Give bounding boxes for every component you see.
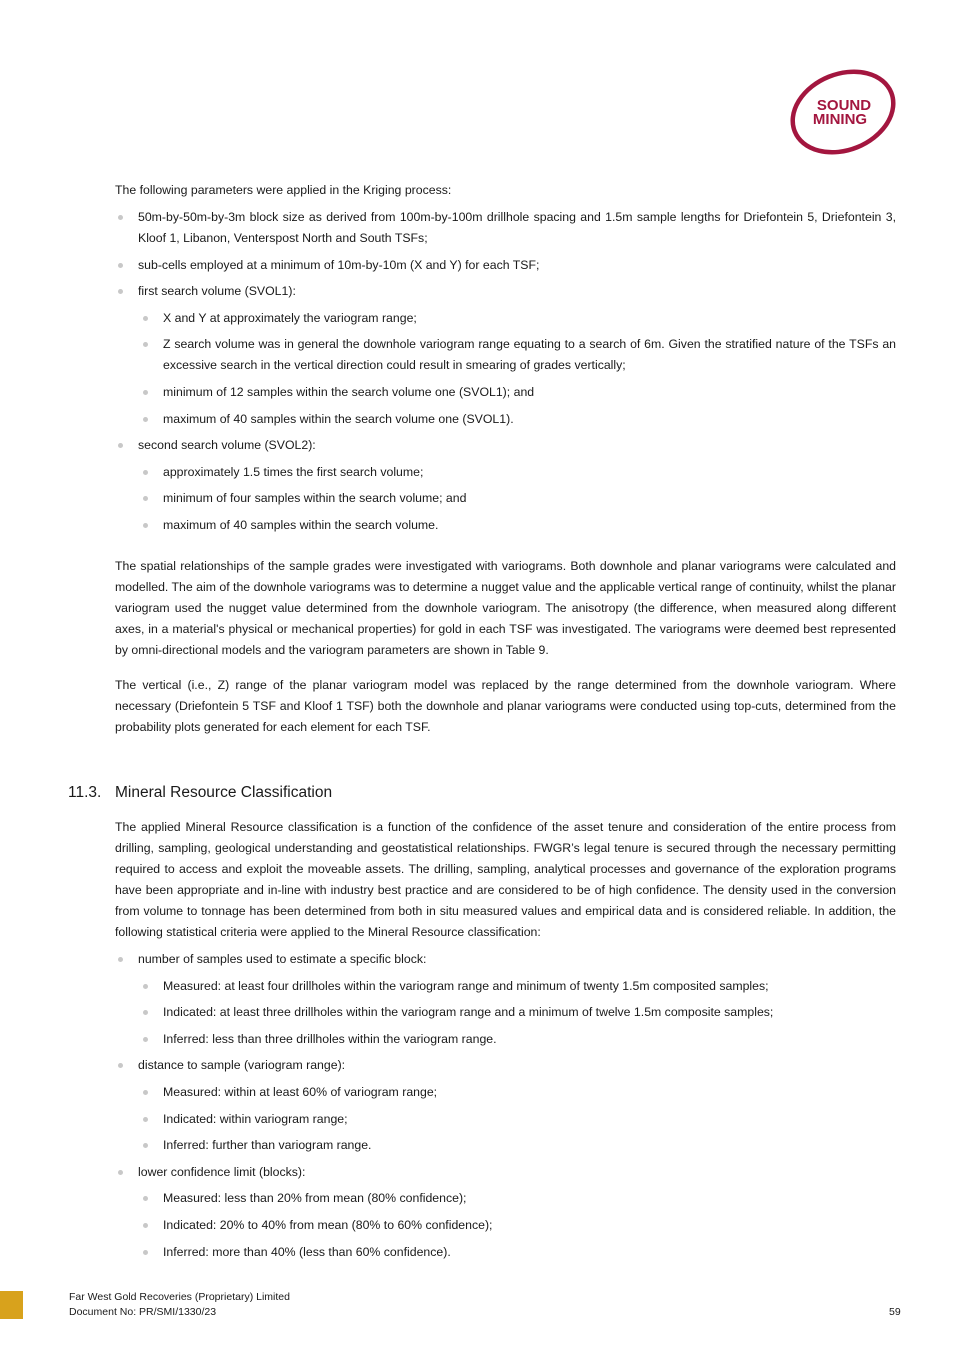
bullet-icon — [118, 443, 123, 448]
sub-list-item-text: Inferred: further than variogram range. — [163, 1138, 372, 1153]
bullet-icon — [143, 1117, 148, 1122]
list-item-text: second search volume (SVOL2): — [138, 438, 316, 453]
logo-text-sound: SOUND — [816, 97, 872, 114]
sub-list-item — [140, 1029, 896, 1050]
classification-intro: The applied Mineral Resource classification is a function of the confidence of the asset tenure and consideration of the entire process from drilling, sampling, geological understanding and geostatistical relationships. FWGR’s legal tenure is secured through the necessary permitting required to access and exploit the moveable assets. The drilling, sampling, analytical processes and governance of the exploration programs have been appropriate and in-line with industry best practice and are considered to be of high confidence. The density used in the conversion from volume to tonnage has been determined from both in situ measured values and empirical data and is considered reliable. In addition, the following statistical criteria were applied to the Mineral Resource classification: — [115, 820, 896, 939]
bullet-icon — [143, 1250, 148, 1255]
sub-list-item-text: Inferred: more than 40% (less than 60% confidence). — [163, 1244, 451, 1259]
bullet-icon — [143, 1196, 148, 1201]
list-item-text: sub-cells employed at a minimum of 10m-by-10m (X and Y) for each TSF; — [138, 257, 540, 272]
list-item-text: distance to sample (variogram range): — [138, 1058, 346, 1073]
bullet-icon — [143, 984, 148, 989]
bullet-icon — [143, 523, 148, 528]
bullet-icon — [143, 1090, 148, 1095]
section-number: 11.3. — [68, 784, 102, 801]
sub-list-item-text: Measured: less than 20% from mean (80% confidence); — [163, 1191, 467, 1206]
list-item — [115, 1055, 896, 1156]
sub-list — [140, 308, 896, 430]
sub-list-item — [140, 409, 896, 430]
sound-mining-logo — [786, 66, 901, 158]
sub-list-item — [140, 1082, 896, 1103]
list-item-text: first search volume (SVOL1): — [138, 284, 296, 299]
footer-document-number: Document No: PR/SMI/1330/23 — [69, 1306, 217, 1318]
section-heading — [68, 783, 332, 803]
page-number: 59 — [889, 1306, 901, 1318]
bullet-icon — [118, 263, 123, 268]
bullet-icon — [118, 215, 123, 220]
bullet-icon — [143, 496, 148, 501]
list-item-text: number of samples used to estimate a specific block: — [138, 952, 427, 966]
list-item — [115, 949, 896, 1050]
sub-list-item-text: minimum of 12 samples within the search volume one (SVOL1); and — [163, 384, 535, 399]
sub-list-item — [140, 334, 896, 376]
bullet-icon — [143, 470, 148, 475]
sub-list-item-text: Measured: within at least 60% of variogram range; — [163, 1084, 438, 1099]
sub-list — [140, 462, 896, 536]
sub-list-item-text: minimum of four samples within the search volume; and — [163, 491, 467, 506]
sub-list-item-text: X and Y at approximately the variogram range; — [163, 310, 417, 325]
bullet-icon — [143, 1143, 148, 1148]
sub-list-item — [140, 976, 896, 997]
logo-text-mining: MINING — [812, 111, 868, 128]
bullet-icon — [143, 1010, 148, 1015]
list-item-text: lower confidence limit (blocks): — [138, 1164, 306, 1179]
bullet-icon — [143, 417, 148, 422]
sub-list — [140, 1188, 896, 1262]
sub-list-item — [140, 1242, 896, 1263]
bullet-icon — [143, 342, 148, 347]
sub-list-item-text: Inferred: less than three drillholes within the variogram range. — [163, 1031, 497, 1046]
sub-list-item — [140, 1215, 896, 1236]
sub-list-item-text: Indicated: within variogram range; — [163, 1111, 348, 1126]
footer-info — [69, 1290, 290, 1320]
sub-list-item-text: maximum of 40 samples within the search volume. — [163, 517, 439, 532]
list-item — [115, 281, 896, 429]
list-item — [115, 207, 896, 249]
sub-list-item — [140, 1002, 896, 1023]
sub-list — [140, 976, 896, 1050]
bullet-icon — [118, 957, 123, 962]
bullet-icon — [118, 1170, 123, 1175]
kriging-intro: The following parameters were applied in the Kriging process: — [115, 183, 452, 197]
sub-list-item — [140, 308, 896, 329]
sub-list-item — [140, 462, 896, 483]
sub-list-item-text: Indicated: at least three drillholes within the variogram range and a minimum of twelve 1.5m composite samples; — [163, 1005, 774, 1020]
list-item — [115, 255, 896, 276]
sub-list-item — [140, 1135, 896, 1156]
vertical-range-paragraph: The vertical (i.e., Z) range of the planar variogram model was replaced by the range determined from the downhole variogram. Where necessary (Driefontein 5 TSF and Kloof 1 TSF) both the downhole and planar variograms were conducted using top-cuts, determined from the probability plots generated for each element for each TSF. — [115, 677, 896, 734]
bullet-icon — [143, 1037, 148, 1042]
list-item — [115, 435, 896, 536]
bullet-icon — [143, 316, 148, 321]
list-item — [115, 1162, 896, 1263]
sub-list-item-text: Z search volume was in general the downhole variogram range equating to a search of 6m. Given the stratified nature of the TSFs an excessive search in the vertical direction could result in smearing of grades vertically; — [163, 337, 896, 373]
bullet-icon — [118, 1063, 123, 1068]
sub-list-item — [140, 488, 896, 509]
footer-accent-bar — [0, 1291, 23, 1319]
sub-list-item — [140, 1109, 896, 1130]
bullet-icon — [118, 289, 123, 294]
footer-company: Far West Gold Recoveries (Proprietary) Limited — [69, 1291, 290, 1303]
sub-list-item-text: Measured: at least four drillholes within the variogram range and minimum of twenty 1.5m composited samples; — [163, 978, 769, 993]
list-item-text: 50m-by-50m-by-3m block size as derived from 100m-by-100m drillhole spacing and 1.5m sample lengths for Driefontein 5, Driefontein 3, Kloof 1, Libanon, Venterspost North and South TSFs; — [138, 210, 896, 245]
variogram-paragraph: The spatial relationships of the sample grades were investigated with variograms. Both downhole and planar variograms were calculated and modelled. The aim of the downhole variograms was to determine a nugget value and the applicable vertical range of continuity, whilst the planar variogram used the nugget value determined from the downhole variogram. The anisotropy (the difference, when measured along different axes, in a material's physical or mechanical properties) for gold in each TSF was investigated. The variograms were deemed best represented by omni-directional models and the variogram parameters are shown in Table 9. — [115, 558, 896, 657]
kriging-parameter-list — [115, 207, 896, 536]
bullet-icon — [143, 390, 148, 395]
sub-list-item — [140, 382, 896, 403]
sub-list — [140, 1082, 896, 1156]
section-title: Mineral Resource Classification — [115, 784, 333, 801]
sub-list-item — [140, 515, 896, 536]
bullet-icon — [143, 1223, 148, 1228]
kriging-section — [115, 180, 896, 738]
sub-list-item-text: approximately 1.5 times the first search volume; — [163, 464, 424, 479]
sub-list-item-text: Indicated: 20% to 40% from mean (80% to 60% confidence); — [163, 1217, 493, 1232]
sub-list-item-text: maximum of 40 samples within the search volume one (SVOL1). — [163, 411, 514, 426]
classification-criteria-list — [115, 949, 896, 1263]
classification-section — [115, 817, 896, 1268]
sub-list-item — [140, 1188, 896, 1209]
